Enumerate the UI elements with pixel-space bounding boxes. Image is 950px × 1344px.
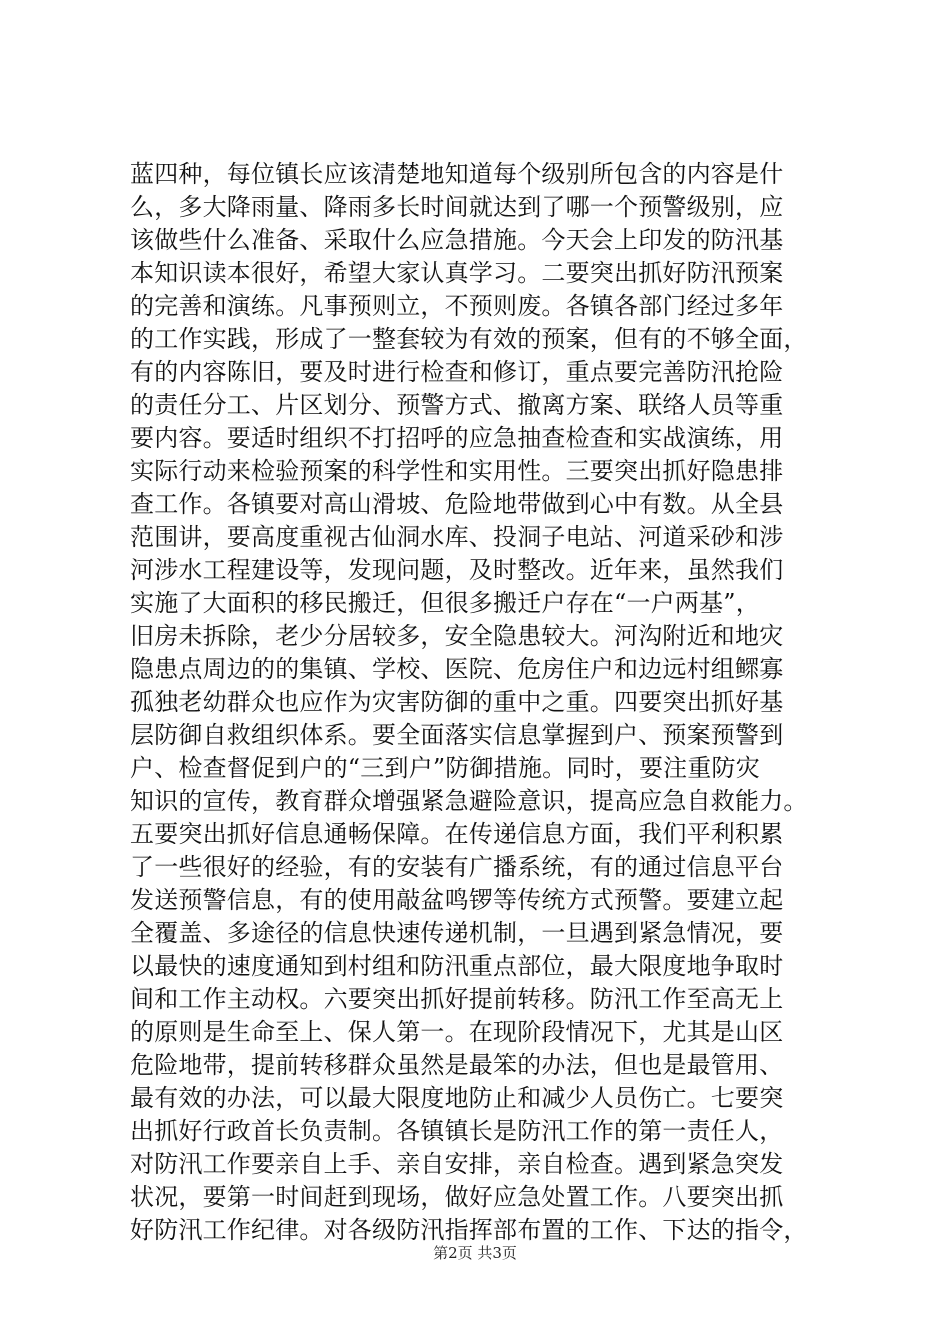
- text-line: 以最快的速度通知到村组和防汛重点部位，最大限度地争取时: [130, 952, 784, 980]
- page-footer: 第2页 共3页: [433, 1244, 517, 1262]
- text-line: 层防御自救组织体系。要全面落实信息掌握到户、预案预警到: [130, 721, 784, 749]
- text-line: 范围讲，要高度重视古仙洞水库、投洞子电站、河道采砂和涉: [130, 523, 784, 551]
- text-line: 的责任分工、片区划分、预警方式、撤离方案、联络人员等重: [130, 391, 784, 419]
- text-line: 危险地带，提前转移群众虽然是最笨的办法，但也是最管用、: [130, 1051, 784, 1079]
- text-line: 知识的宣传，教育群众增强紧急避险意识，提高应急自救能力。: [130, 787, 808, 815]
- text-line: 有的内容陈旧，要及时进行检查和修订，重点要完善防汛抢险: [130, 358, 784, 386]
- text-line: 该做些什么准备、采取什么应急措施。今天会上印发的防汛基: [130, 226, 784, 254]
- text-line: 本知识读本很好，希望大家认真学习。二要突出抓好防汛预案: [130, 259, 784, 287]
- text-line: 五要突出抓好信息通畅保障。在传递信息方面，我们平利积累: [130, 820, 784, 848]
- text-line: 的完善和演练。凡事预则立，不预则废。各镇各部门经过多年: [130, 292, 784, 320]
- text-line: 查工作。各镇要对高山滑坡、危险地带做到心中有数。从全县: [130, 490, 784, 518]
- text-line: 了一些很好的经验，有的安装有广播系统，有的通过信息平台: [130, 853, 784, 881]
- text-line: 蓝四种，每位镇长应该清楚地知道每个级别所包含的内容是什: [130, 160, 784, 188]
- text-line: 的原则是生命至上、保人第一。在现阶段情况下，尤其是山区: [130, 1018, 784, 1046]
- text-line: 状况，要第一时间赶到现场，做好应急处置工作。八要突出抓: [130, 1183, 784, 1211]
- text-line: 最有效的办法，可以最大限度地防止和减少人员伤亡。七要突: [130, 1084, 784, 1112]
- text-line: 孤独老幼群众也应作为灾害防御的重中之重。四要突出抓好基: [130, 688, 784, 716]
- text-line: 么，多大降雨量、降雨多长时间就达到了哪一个预警级别，应: [130, 193, 784, 221]
- text-line: 实施了大面积的移民搬迁，但很多搬迁户存在“一户两基”，: [130, 589, 760, 617]
- text-line: 的工作实践，形成了一整套较为有效的预案，但有的不够全面，: [130, 325, 808, 353]
- text-line: 旧房未拆除，老少分居较多，安全隐患较大。河沟附近和地灾: [130, 622, 784, 650]
- text-line: 户、检查督促到户的“三到户”防御措施。同时，要注重防灾: [130, 754, 760, 782]
- text-line: 好防汛工作纪律。对各级防汛指挥部布置的工作、下达的指令，: [130, 1216, 808, 1244]
- text-line: 河涉水工程建设等，发现问题，及时整改。近年来，虽然我们: [130, 556, 784, 584]
- text-line: 出抓好行政首长负责制。各镇镇长是防汛工作的第一责任人，: [130, 1117, 784, 1145]
- text-line: 实际行动来检验预案的科学性和实用性。三要突出抓好隐患排: [130, 457, 784, 485]
- text-line: 要内容。要适时组织不打招呼的应急抽查检查和实战演练，用: [130, 424, 784, 452]
- body-text: [130, 158, 830, 1247]
- text-line: 间和工作主动权。六要突出抓好提前转移。防汛工作至高无上: [130, 985, 784, 1013]
- text-line: 全覆盖、多途径的信息快速传递机制，一旦遇到紧急情况，要: [130, 919, 784, 947]
- text-line: 发送预警信息，有的使用敲盆鸣锣等传统方式预警。要建立起: [130, 886, 784, 914]
- text-line: 隐患点周边的的集镇、学校、医院、危房住户和边远村组鳏寡: [130, 655, 784, 683]
- text-line: 对防汛工作要亲自上手、亲自安排，亲自检查。遇到紧急突发: [130, 1150, 784, 1178]
